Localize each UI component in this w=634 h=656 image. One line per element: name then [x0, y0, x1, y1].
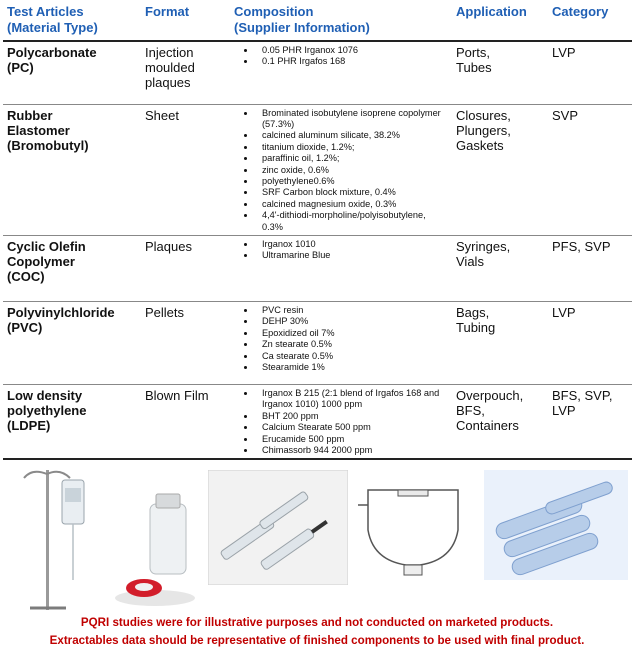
list-item: • Irganox B 215 (2:1 blend of Irgafos 168 and Irganox 1010) 1000 ppm [256, 388, 448, 411]
list-item: • 0.1 PHR Irgafos 168 [256, 56, 448, 67]
article-cell: Polyvinylchloride (PVC) [3, 301, 141, 384]
list-item: • BHT 200 ppm [256, 411, 448, 422]
article-cell: Rubber Elastomer (Bromobutyl) [3, 104, 141, 235]
list-item: • 4,4'-dithiodi-morpholine/polyisobutylene, 0.3% [256, 210, 448, 233]
list-item: • Stearamide 1% [256, 362, 448, 373]
list-item: • Ultramarine Blue [256, 250, 448, 261]
list-item: • Ca stearate 0.5% [256, 351, 448, 362]
composition-cell [230, 235, 452, 301]
list-item: • titanium dioxide, 1.2%; [256, 142, 448, 153]
list-item: • DEHP 30% [256, 316, 448, 327]
list-item: • paraffinic oil, 1.2%; [256, 153, 448, 164]
article-cell: Low density polyethylene (LDPE) [3, 384, 141, 459]
footer-note-2: Extractables data should be representative of finished components to be used with final product. [49, 634, 585, 647]
iv-bag-image [10, 470, 90, 610]
list-item: • zinc oxide, 0.6% [256, 165, 448, 176]
list-item: • Zn stearate 0.5% [256, 339, 448, 350]
list-item: • Erucamide 500 ppm [256, 434, 448, 445]
application-cell: Closures, Plungers, Gaskets [452, 104, 548, 235]
application-cell: Bags, Tubing [452, 301, 548, 384]
category-cell: LVP [548, 301, 632, 384]
list-item: • Calcium Stearate 500 ppm [256, 422, 448, 433]
header-row [3, 2, 632, 41]
category-cell: LVP [548, 41, 632, 104]
list-item: • Epoxidized oil 7% [256, 328, 448, 339]
composition-cell [230, 384, 452, 459]
composition-cell [230, 301, 452, 384]
footer-note-1: PQRI studies were for illustrative purposes and not conducted on marketed products. [80, 616, 554, 629]
list-item: • SRF Carbon block mixture, 0.4% [256, 187, 448, 198]
list-item: • calcined magnesium oxide, 0.3% [256, 199, 448, 210]
table-row [3, 384, 632, 459]
list-item: • PVC resin [256, 305, 448, 316]
format-cell: Pellets [141, 301, 230, 384]
header-format: Format [141, 2, 230, 41]
article-cell: Cyclic Olefin Copolymer (COC) [3, 235, 141, 301]
header-article: Test Articles (Material Type) [3, 2, 141, 41]
category-cell: PFS, SVP [548, 235, 632, 301]
application-cell: Overpouch, BFS, Containers [452, 384, 548, 459]
list-item: • 0.05 PHR Irganox 1076 [256, 45, 448, 56]
article-cell: Polycarbonate (PC) [3, 41, 141, 104]
format-cell: Blown Film [141, 384, 230, 459]
header-category: Category [548, 2, 632, 41]
composition-cell [230, 104, 452, 235]
materials-table [3, 2, 632, 460]
application-cell: Syringes, Vials [452, 235, 548, 301]
list-item: • calcined aluminum silicate, 38.2% [256, 130, 448, 141]
application-cell: Ports, Tubes [452, 41, 548, 104]
vial-image [110, 470, 200, 610]
list-item: • polyethylene0.6% [256, 176, 448, 187]
format-cell: Plaques [141, 235, 230, 301]
product-images [0, 470, 634, 610]
format-cell: Sheet [141, 104, 230, 235]
table-row [3, 41, 632, 104]
list-item: • Irganox 1010 [256, 239, 448, 250]
composition-cell [230, 41, 452, 104]
list-item: • Chimassorb 944 2000 ppm [256, 445, 448, 456]
table-row [3, 235, 632, 301]
category-cell: SVP [548, 104, 632, 235]
syringes-image [208, 470, 348, 585]
header-composition: Composition (Supplier Information) [230, 2, 452, 41]
list-item: • Brominated isobutylene isoprene copolymer (57.3%) [256, 108, 448, 131]
table-row [3, 301, 632, 384]
category-cell: BFS, SVP, LVP [548, 384, 632, 459]
format-cell: Injection moulded plaques [141, 41, 230, 104]
ampoules-image [484, 470, 628, 580]
header-application: Application [452, 2, 548, 41]
bag-image [358, 470, 468, 580]
table-row [3, 104, 632, 235]
